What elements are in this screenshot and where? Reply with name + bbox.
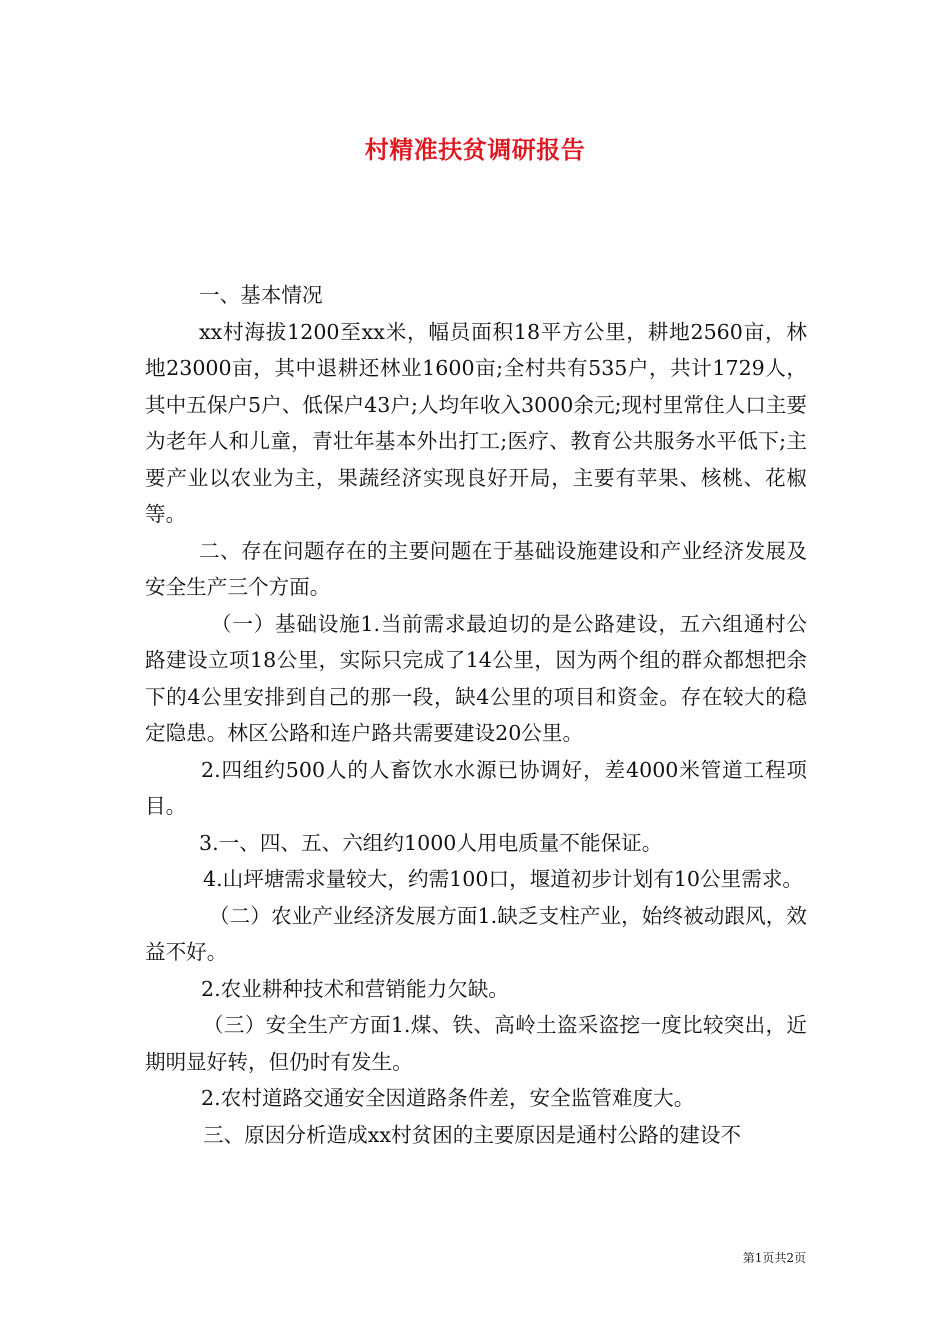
paragraph-road-safety: 2.农村道路交通安全因道路条件差，安全监管难度大。 bbox=[201, 1086, 695, 1110]
paragraph-water-supply: 2.四组约500人的人畜饮水水源已协调好，差4000米管道工程项目。 bbox=[145, 757, 807, 818]
paragraph-basic-info-heading: 一、基本情况 bbox=[199, 283, 323, 307]
paragraph-farming-skills: 2.农业耕种技术和营销能力欠缺。 bbox=[201, 976, 509, 1001]
paragraph-infrastructure: （一）基础设施1.当前需求最迫切的是公路建设，五六组通村公路建设立项18公里，实际只完成了14公里，因为两个组的群众都想把余下的4公里安排到自己的那一段，缺4公里的项目和资金。存在较大的稳定隐患。林区公路和连户路共需要建设20公里。 bbox=[145, 611, 807, 745]
paragraph-cause-analysis: 三、原因分析造成xx村贫困的主要原因是通村公路的建设不 bbox=[203, 1122, 742, 1147]
page-number: 第1页共2页 bbox=[742, 1251, 806, 1265]
document-title: 村精准扶贫调研报告 bbox=[364, 135, 586, 164]
paragraph-problems: 二、存在问题存在的主要问题在于基础设施建设和产业经济发展及安全生产三个方面。 bbox=[145, 538, 807, 599]
document-body bbox=[145, 277, 807, 1153]
paragraph-safety: （三）安全生产方面1.煤、铁、高岭土盗采盗挖一度比较突出，近期明显好转，但仍时有发生。 bbox=[145, 1013, 807, 1074]
paragraph-electricity: 3.一、四、五、六组约1000人用电质量不能保证。 bbox=[199, 830, 663, 855]
paragraph-agriculture: （二）农业产业经济发展方面1.缺乏支柱产业，始终被动跟风，效益不好。 bbox=[145, 903, 807, 964]
paragraph-basic-info: xx村海拔1200至xx米，幅员面积18平方公里，耕地2560亩，林地23000亩，其中退耕还林业1600亩;全村共有535户，共计1729人，其中五保户5户、低保户43户;人均年收入3000余元;现村里常住人口主要为老年人和儿童，青壮年基本外出打工;医疗、教育公共服务水平低下;主要产业以农业为主，果蔬经济实现良好开局，主要有苹果、核桃、花椒等。 bbox=[145, 319, 807, 526]
paragraph-ponds: 4.山坪塘需求量较大，约需100口，堰道初步计划有10公里需求。 bbox=[203, 867, 804, 891]
